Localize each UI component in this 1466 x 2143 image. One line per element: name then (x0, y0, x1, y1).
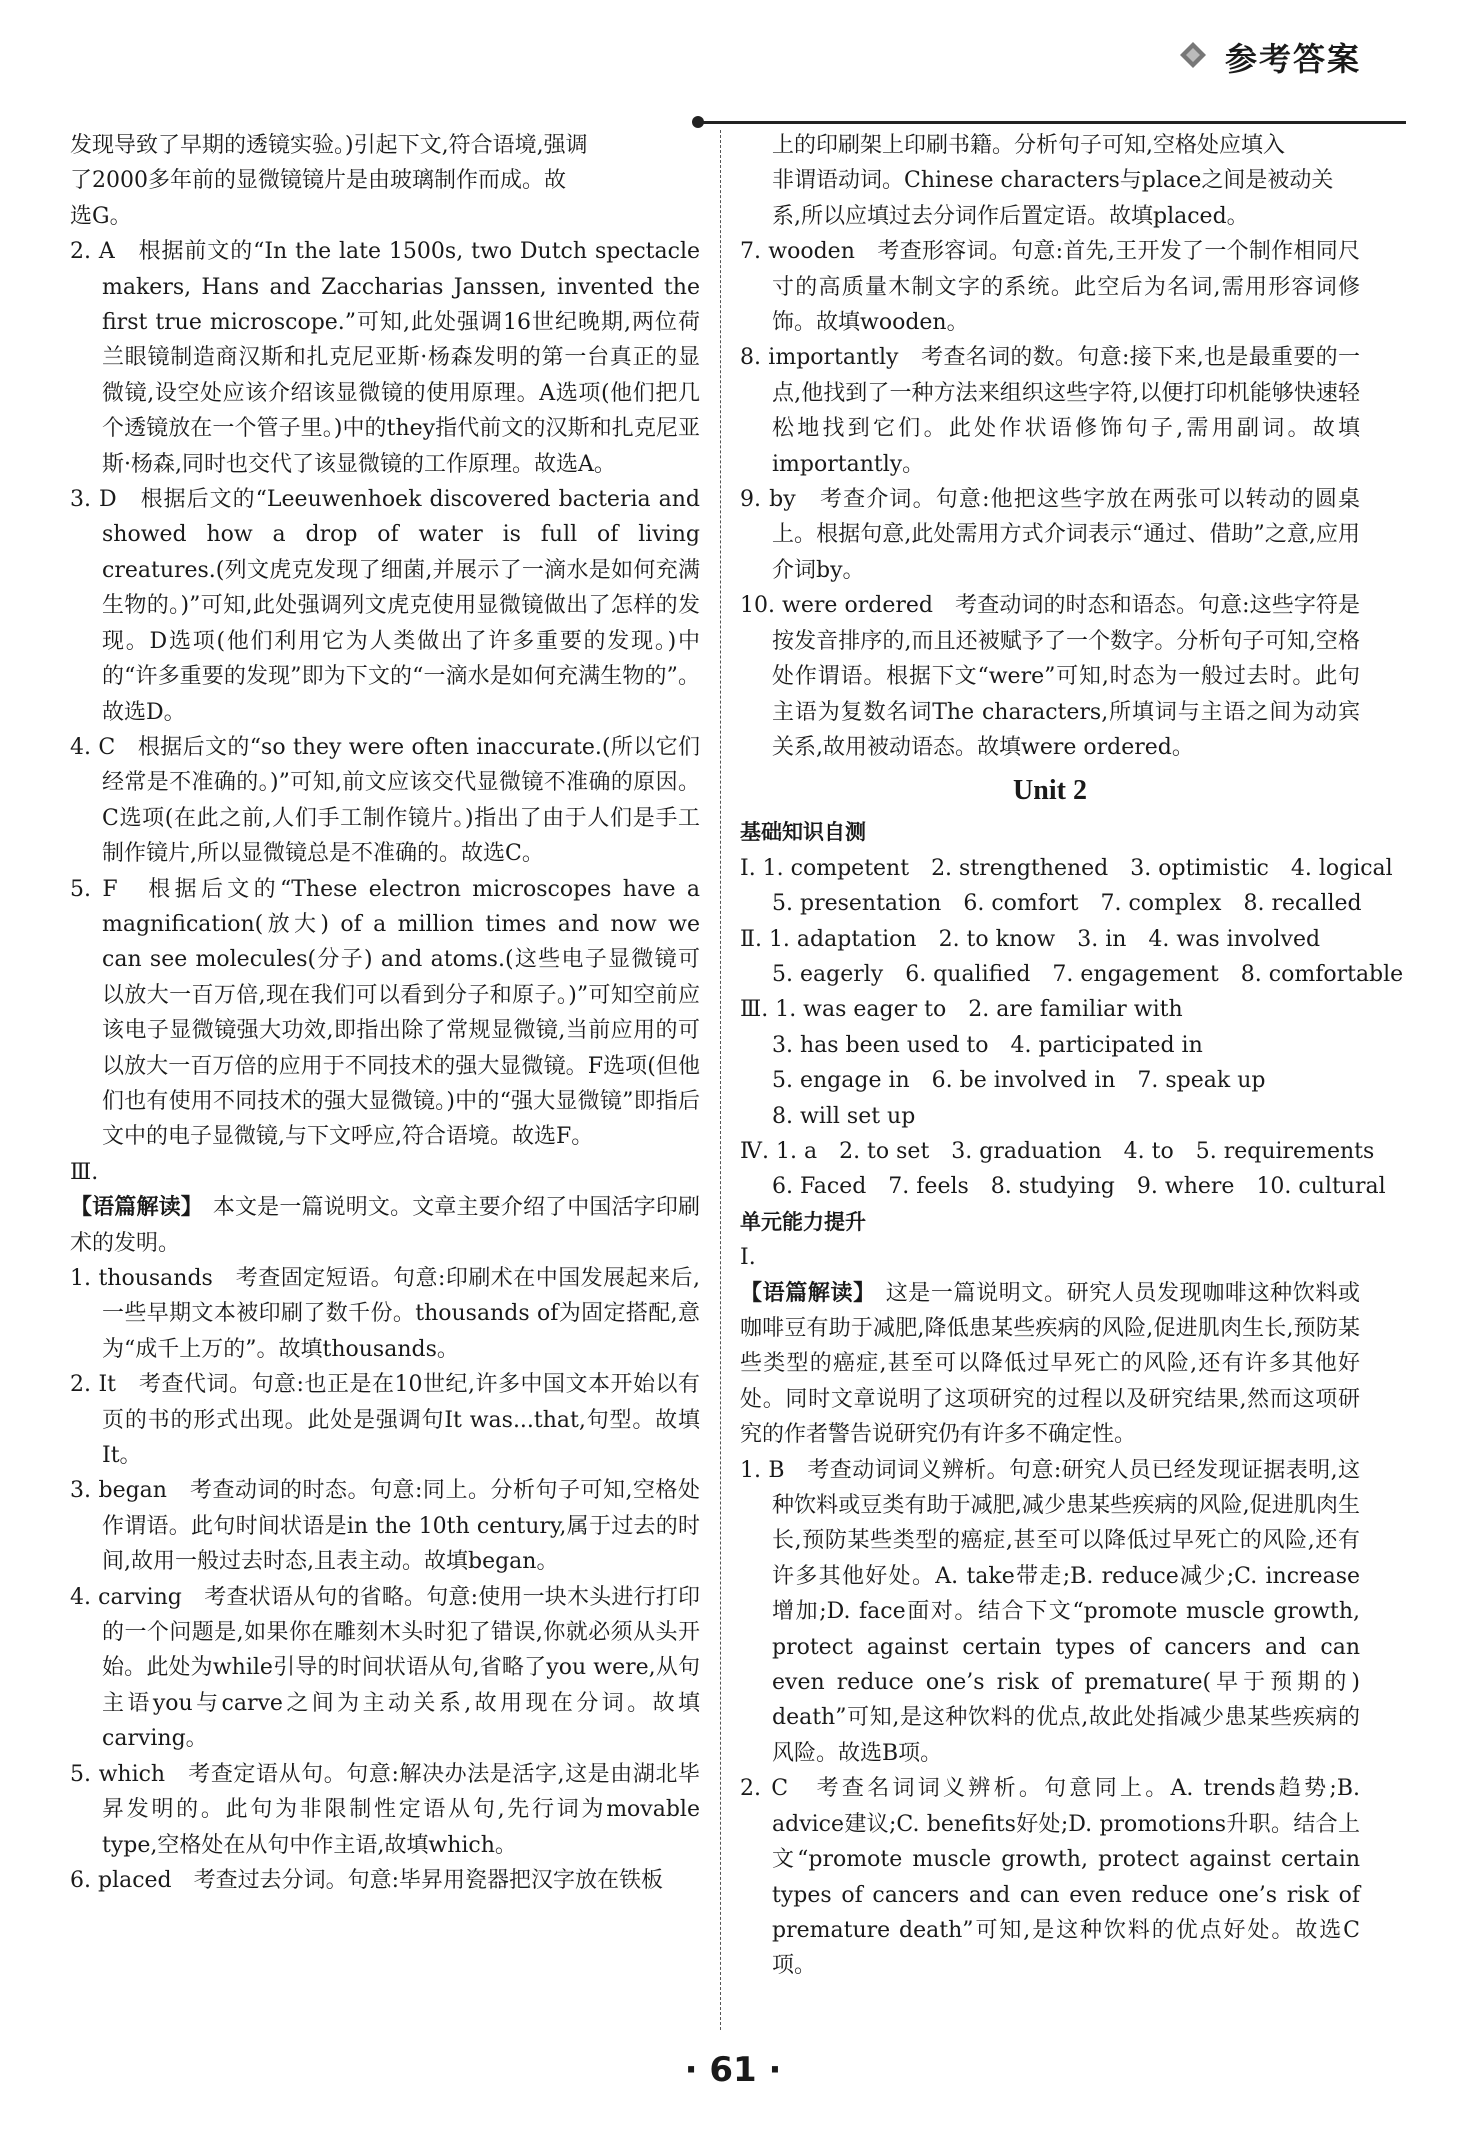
answer-cell: 6. be involved in (931, 1068, 1116, 1094)
answer-row (740, 992, 1360, 1027)
answer-row (740, 851, 1393, 886)
fill-item: 10. were ordered 考查动词的时态和语态。句意:这些字符是按发音排序的,而且还被赋予了一个数字。分析句子可知,空格处作谓语。根据下文“were”可知,时态为一般过去时。此句主语为复数名词The characters,所填词与主语之间为动宾关系,故用被动语态。故填were ordered。 (740, 593, 1360, 760)
answer-cell: 9. where (1136, 1174, 1235, 1200)
choice-item: 2. C 考查名词词义辨析。句意同上。A. trends趋势;B. advice建议;C. benefits好处;D. promotions升职。结合上文“promote muscle growth, protect against certain types of cancers and can even reduce one’s risk of premature death”可知,是这种饮料的优点好处。故选C项。 (740, 1776, 1360, 1979)
fill-item: 3. began 考查动词的时态。句意:同上。分析句子可知,空格处作谓语。此句时间状语是in the 10th century,属于过去的时间,故用一般过去时态,且表主动。故填began。 (70, 1478, 700, 1575)
intro-line: 发现导致了早期的透镜实验。)引起下文,符合语境,强调 (70, 133, 588, 158)
answer-row (740, 886, 1360, 921)
intro-line: 了2000多年前的显微镜镜片是由玻璃制作而成。故 (70, 168, 566, 194)
intro-paragraph (70, 128, 700, 234)
answer-cell: 6. Faced (772, 1174, 867, 1200)
answer-item: 5. F 根据后文的“These electron microscopes have a magnification(放大) of a million times and now we can see molecules(分子) and atoms.(这些电子显微镜可以放大一百万倍,现在我们可以看到分子和原子。)”可知空前应该电子显微镜强大功效,即指出除了常规显微镜,当前应用的可以放大一百万倍的应用于不同技术的强大显微镜。F选项(但他们也有使用不同技术的强大显微镜。)中的“强大显微镜”即指后文中的电子显微镜,与下文呼应,符合语境。故选F。 (70, 876, 700, 1150)
fill-item: 8. importantly 考查名词的数。句意:接下来,也是最重要的一点,他找到了一种方法来组织这些字符,以便打印机能够快速轻松地找到它们。此处作状语修饰句子,需用副词。故填importantly。 (740, 345, 1360, 477)
answer-cell: 7. complex (1100, 891, 1222, 917)
passage-text: 本文是一篇说明文。文章主要介绍了中国活字印刷术的发明。 (70, 1195, 700, 1256)
passage-note (70, 1190, 700, 1261)
answer-cell: 5. engage in (772, 1068, 910, 1094)
answer-row (740, 1099, 1360, 1134)
answer-cell: 3. optimistic (1130, 855, 1269, 881)
section-heading: Ⅲ. (70, 1159, 99, 1185)
answer-cell: 7. engagement (1052, 961, 1219, 987)
answer-cell: 6. comfort (963, 891, 1079, 917)
answer-cell: Ⅰ. 1. competent (740, 855, 910, 881)
answer-cell: 8. comfortable (1240, 961, 1404, 987)
answer-cell: 3. in (1077, 926, 1127, 952)
fill-item: 4. carving 考查状语从句的省略。句意:使用一块木头进行打印的一个问题是,如果你在雕刻木头时犯了错误,你就必须从头开始。此处为while引导的时间状语从句,省略了you were,从句主语you与carve之间为主动关系,故用现在分词。故填carving。 (70, 1584, 700, 1752)
left-column (70, 128, 700, 1898)
right-column (740, 128, 1404, 1984)
answer-cell: Ⅲ. 1. was eager to (740, 997, 947, 1023)
answer-cell: 5. requirements (1195, 1138, 1375, 1164)
answer-cell: 3. has been used to (772, 1032, 989, 1058)
fill-item: 7. wooden 考查形容词。句意:首先,王开发了一个制作相同尺寸的高质量木制文字的系统。此空后为名词,需用形容词修饰。故填wooden。 (740, 239, 1360, 336)
passage-label: 【语篇解读】 (740, 1280, 876, 1306)
answer-item: 4. C 根据后文的“so they were often inaccurate.(所以它们经常是不准确的。)”可知,前文应该交代显微镜不准确的原因。C选项(在此之前,人们手工制作镜片。)指出了由于人们是手工制作镜片,所以显微镜总是不准确的。故选C。 (70, 734, 700, 867)
answer-cell: 8. recalled (1243, 891, 1362, 917)
answer-cell: 8. studying (990, 1174, 1115, 1200)
diamond-icon (1180, 42, 1206, 68)
basic-answers (740, 851, 1404, 1205)
cont-line: 上的印刷架上印刷书籍。分析句子可知,空格处应填入 (772, 133, 1285, 158)
page-header (0, 30, 1466, 130)
fill-item: 1. thousands 考查固定短语。句意:印刷术在中国发展起来后,一些早期文本被印刷了数千份。thousands of为固定搭配,意为“成千上万的”。故填thousands。 (70, 1266, 700, 1362)
unit-title: Unit 2 (1013, 775, 1087, 807)
answer-cell: Ⅱ. 1. adaptation (740, 926, 917, 952)
continued-paragraph (740, 128, 1360, 234)
answer-cell: 2. to set (839, 1138, 930, 1164)
answer-cell: 10. cultural (1256, 1174, 1386, 1200)
passage-note (740, 1276, 1360, 1453)
basic-section-title: 基础知识自测 (740, 820, 866, 845)
answer-cell: 2. to know (938, 926, 1056, 952)
answer-cell: 5. presentation (772, 891, 942, 917)
page-number: · 61 · (684, 2050, 782, 2090)
answer-row (740, 1169, 1386, 1204)
answer-cell: 4. participated in (1010, 1032, 1203, 1058)
answer-row (740, 1028, 1360, 1063)
answer-cell: 2. strengthened (931, 855, 1109, 881)
intro-line: 选G。 (70, 203, 132, 229)
answer-cell: 3. graduation (951, 1138, 1102, 1164)
answer-row (740, 1063, 1360, 1098)
answer-cell: 4. to (1123, 1138, 1174, 1164)
choice-item: 1. B 考查动词词义辨析。句意:研究人员已经发现证据表明,这种饮料或豆类有助于减肥,减少患某些疾病的风险,促进肌肉生长,预防某些类型的癌症,甚至可以降低过早死亡的风险,还有许多其他好处。A. take带走;B. reduce减少;C. increase增加;D. face面对。结合下文“promote muscle growth, protect against certain types of cancers and can even reduce one’s risk of premature(早于预期的) death”可知,是这种饮料的优点,故此处指减少患某些疾病的风险。故选B项。 (740, 1457, 1360, 1766)
answer-cell: 6. qualified (905, 961, 1031, 987)
answer-cell: 4. logical (1290, 855, 1393, 881)
passage-text: 这是一篇说明文。研究人员发现咖啡这种饮料或咖啡豆有助于减肥,降低患某些疾病的风险,促进肌肉生长,预防某些类型的癌症,甚至可以降低过早死亡的风险,还有许多其他好处。同时文章说明了这项研究的过程以及研究结果,然而这项研究的作者警告说研究仍有许多不确定性。 (740, 1280, 1360, 1448)
section-heading: Ⅰ. (740, 1245, 756, 1271)
answer-item: 2. A 根据前文的“In the late 1500s, two Dutch spectacle makers, Hans and Zaccharias Janssen, invented the first true microscope.”可知,此处强调16世纪晚期,两位荷兰眼镜制造商汉斯和扎克尼亚斯·杨森发明的第一台真正的显微镜,设空处应该介绍该显微镜的使用原理。A选项(他们把几个透镜放在一个管子里。)中的they指代前文的汉斯和扎克尼亚斯·杨森,同时也交代了该显微镜的工作原理。故选A。 (70, 239, 700, 477)
answer-item: 3. D 根据后文的“Leeuwenhoek discovered bacteria and showed how a drop of water is full of living creatures.(列文虎克发现了细菌,并展示了一滴水是如何充满生物的。)”可知,此处强调列文虎克使用显微镜做出了怎样的发现。D选项(他们利用它为人类做出了许多重要的发现。)中的“许多重要的发现”即为下文的“一滴水是如何充满生物的”。故选D。 (70, 487, 700, 725)
answer-cell: 7. speak up (1137, 1068, 1266, 1094)
fill-item: 6. placed 考查过去分词。句意:毕昇用瓷器把汉字放在铁板 (70, 1867, 664, 1893)
column-divider (720, 130, 721, 2030)
answer-row (740, 922, 1360, 957)
answer-cell: 2. are familiar with (968, 997, 1183, 1023)
cont-line: 非谓语动词。Chinese characters与place之间是被动关 (772, 168, 1334, 194)
cont-line: 系,所以应填过去分词作后置定语。故填placed。 (772, 203, 1249, 229)
answer-row (740, 957, 1404, 992)
answer-cell: 4. was involved (1148, 926, 1321, 952)
answer-cell: 5. eagerly (772, 961, 884, 987)
ability-section-title: 单元能力提升 (740, 1209, 866, 1234)
answer-row (740, 1134, 1375, 1169)
answer-cell: Ⅳ. 1. a (740, 1138, 818, 1164)
header-rule (698, 121, 1406, 124)
answer-cell: 7. feels (888, 1174, 969, 1200)
fill-item: 9. by 考查介词。句意:他把这些字放在两张可以转动的圆桌上。根据句意,此处需用方式介词表示“通过、借助”之意,应用介词by。 (740, 487, 1360, 583)
header-title: 参考答案 (1225, 40, 1362, 78)
fill-item: 5. which 考查定语从句。句意:解决办法是活字,这是由湖北毕昇发明的。此句为非限制性定语从句,先行词为movable type,空格处在从句中作主语,故填which。 (70, 1761, 700, 1858)
passage-label: 【语篇解读】 (70, 1195, 203, 1221)
fill-item: 2. It 考查代词。句意:也正是在10世纪,许多中国文本开始以有页的书的形式出现。此处是强调句It was...that,句型。故填It。 (70, 1372, 700, 1469)
answer-cell: 8. will set up (772, 1103, 916, 1129)
